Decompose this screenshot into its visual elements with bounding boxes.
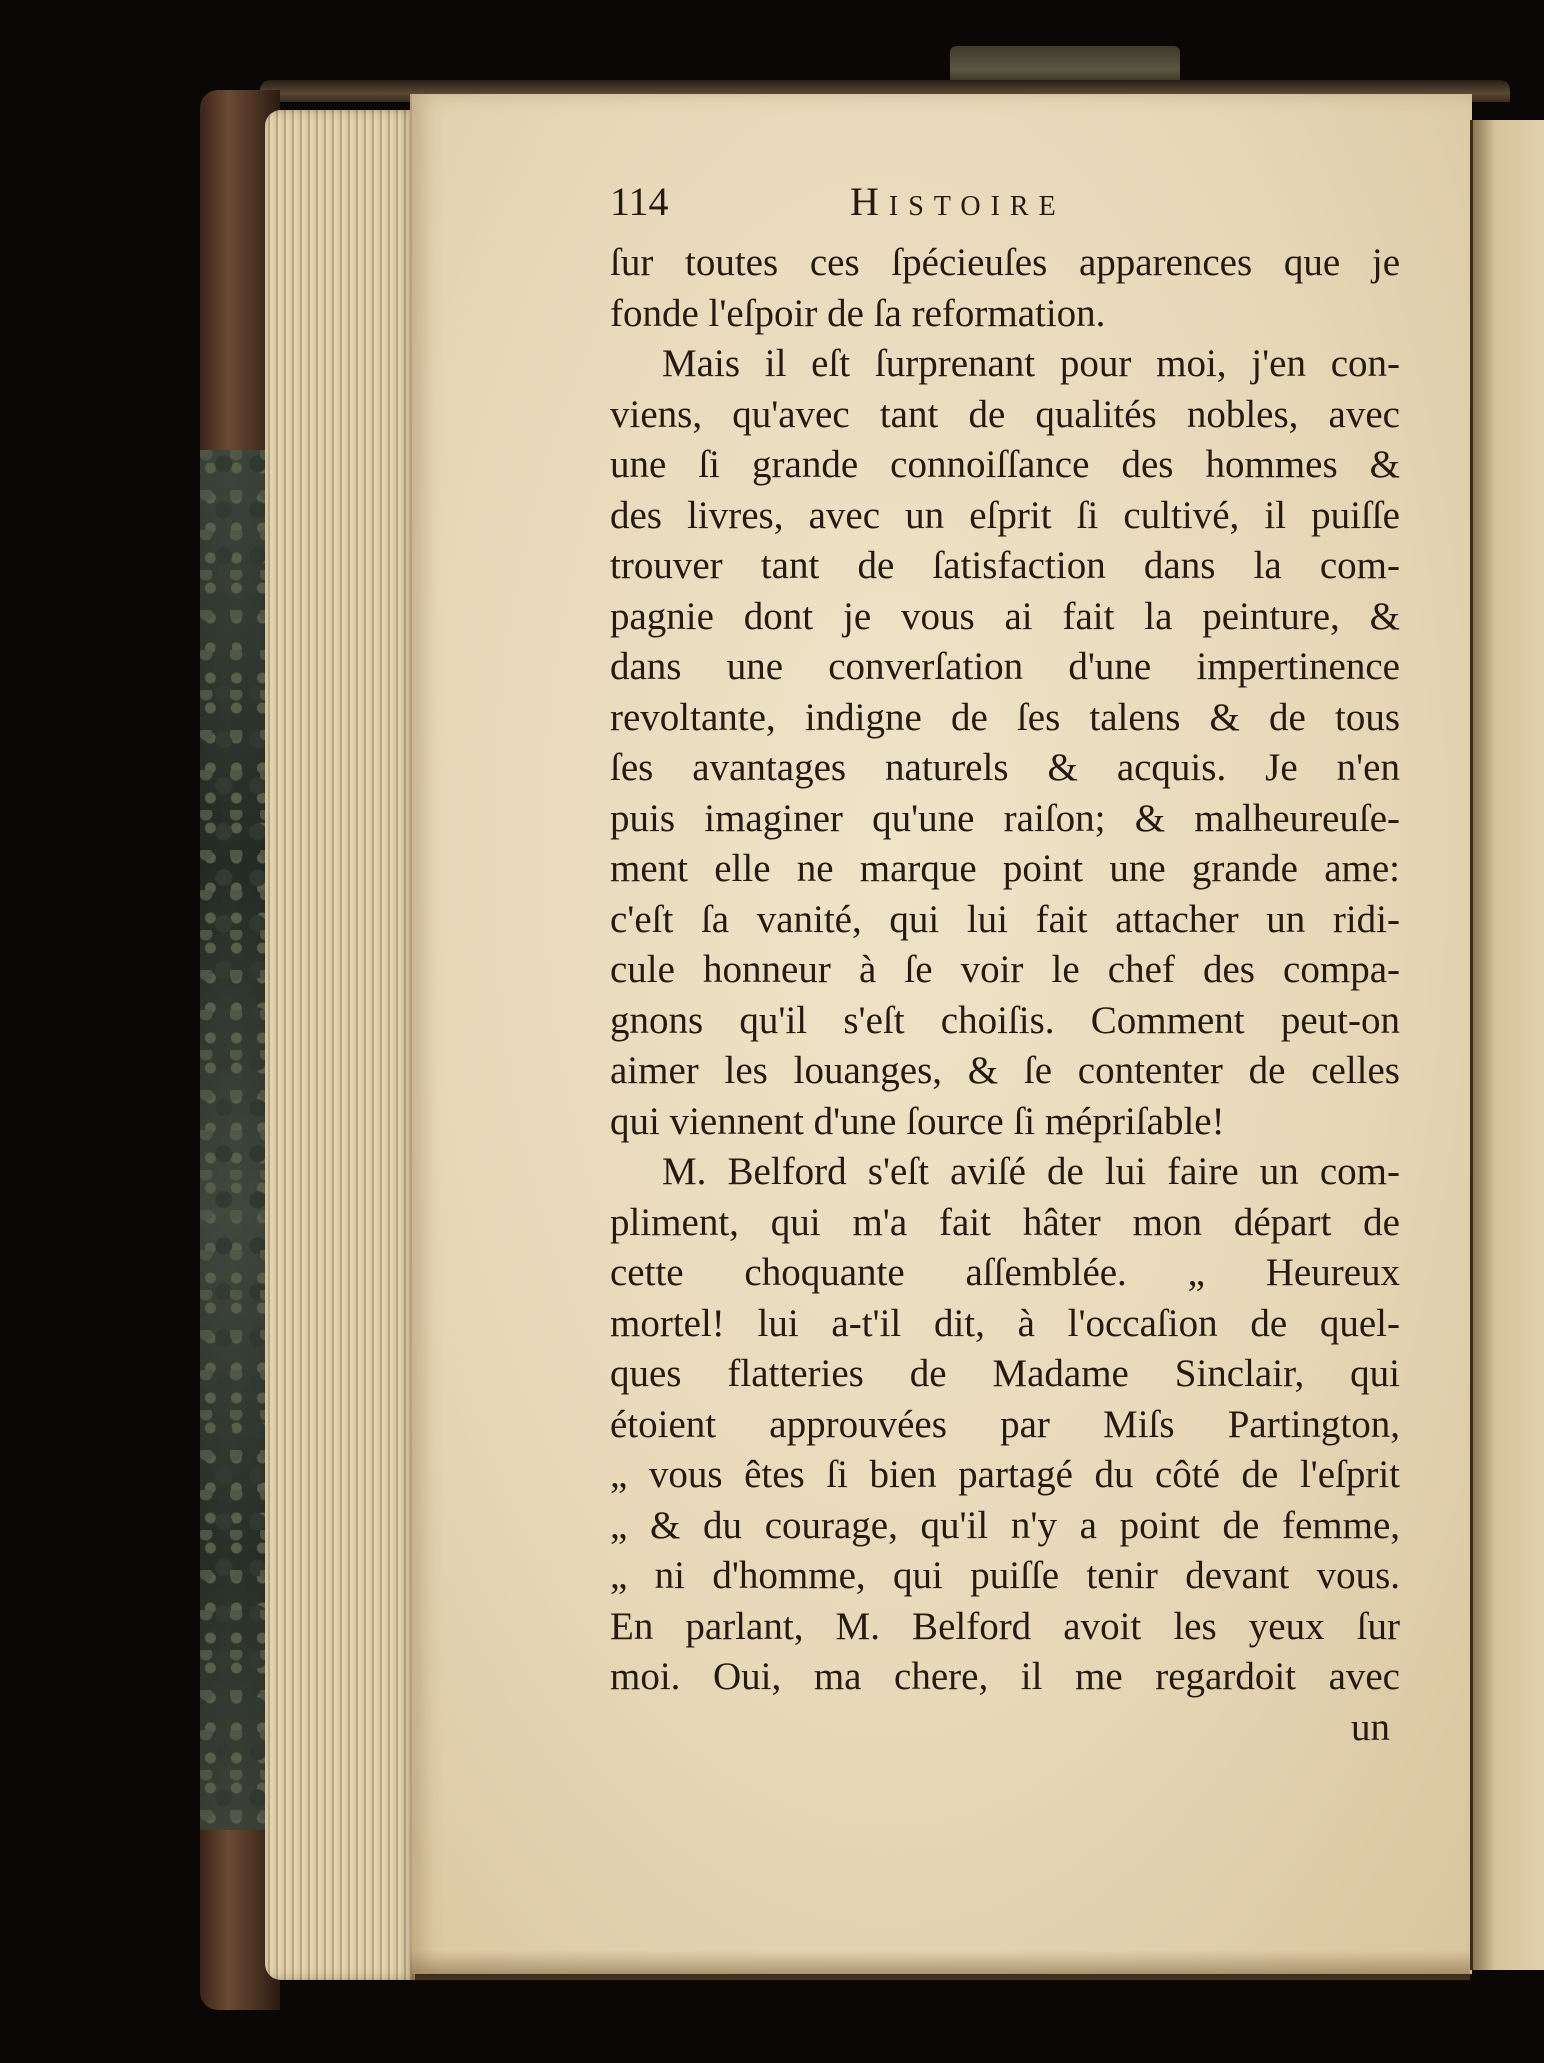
- text-line: des livres, avec un eſprit ſi cultivé, il puiſſe: [610, 493, 1400, 537]
- catchword: un: [1351, 1705, 1390, 1749]
- text-line: cule honneur à ſe voir le chef des compa-: [610, 948, 1400, 991]
- text-line: „ ni d'homme, qui puiſſe tenir devant vous.: [610, 1554, 1400, 1597]
- text-line: pliment, qui m'a fait hâter mon départ de: [610, 1200, 1400, 1244]
- page-header: [610, 178, 1400, 238]
- text-line: ſes avantages naturels & acquis. Je n'en: [610, 746, 1400, 789]
- running-title: Histoire: [850, 179, 1066, 224]
- text-line: ques flatteries de Madame Sinclair, qui: [610, 1352, 1400, 1395]
- text-line: ſur toutes ces ſpécieuſes apparences que je: [610, 241, 1400, 284]
- text-line: qui viennent d'une ſource ſi mépriſable!: [610, 1099, 1225, 1143]
- text-line: trouver tant de ſatisfaction dans la com-: [610, 544, 1400, 587]
- text-line: dans une converſation d'une impertinence: [610, 645, 1400, 688]
- text-line: „ & du courage, qu'il n'y a point de femme,: [610, 1503, 1400, 1547]
- text-line: „ vous êtes ſi bien partagé du côté de l'eſprit: [610, 1453, 1400, 1496]
- page-shadow: [410, 1950, 1470, 1980]
- text-line: revoltante, indigne de ſes talens & de tous: [610, 695, 1400, 739]
- facing-page-edge: [1470, 120, 1544, 1970]
- text-line: c'eſt ſa vanité, qui lui fait attacher un ridi-: [610, 897, 1400, 941]
- text-line: cette choquante aſſemblée. „ Heureux: [610, 1251, 1400, 1294]
- text-line: une ſi grande connoiſſance des hommes &: [610, 443, 1400, 486]
- text-line: puis imaginer qu'une raiſon; & malheureuſe-: [610, 796, 1400, 840]
- text-line: étoient approuvées par Miſs Partington,: [610, 1402, 1400, 1446]
- text-line: viens, qu'avec tant de qualités nobles, avec: [610, 392, 1400, 436]
- marbled-board: [200, 450, 270, 1830]
- text-line: ment elle ne marque point une grande ame:: [610, 847, 1400, 890]
- text-line: moi. Oui, ma chere, il me regardoit avec: [610, 1655, 1400, 1698]
- text-line: En parlant, M. Belford avoit les yeux ſur: [610, 1604, 1400, 1648]
- text-line: aimer les louanges, & ſe contenter de celles: [610, 1049, 1400, 1092]
- page-edges: [265, 110, 415, 1980]
- page-text: [610, 178, 1400, 1753]
- text-line: M. Belford s'eſt aviſé de lui faire un com-: [662, 1150, 1400, 1193]
- page-number: 114: [610, 179, 669, 224]
- text-line: pagnie dont je vous ai fait la peinture, &: [610, 594, 1400, 638]
- text-line: mortel! lui a-t'il dit, à l'occaſion de quel-: [610, 1301, 1400, 1345]
- text-line: fonde l'eſpoir de ſa reformation.: [610, 291, 1106, 335]
- text-line: Mais il eſt ſurprenant pour moi, j'en con-: [662, 342, 1400, 385]
- text-line: gnons qu'il s'eſt choiſis. Comment peut-on: [610, 998, 1400, 1042]
